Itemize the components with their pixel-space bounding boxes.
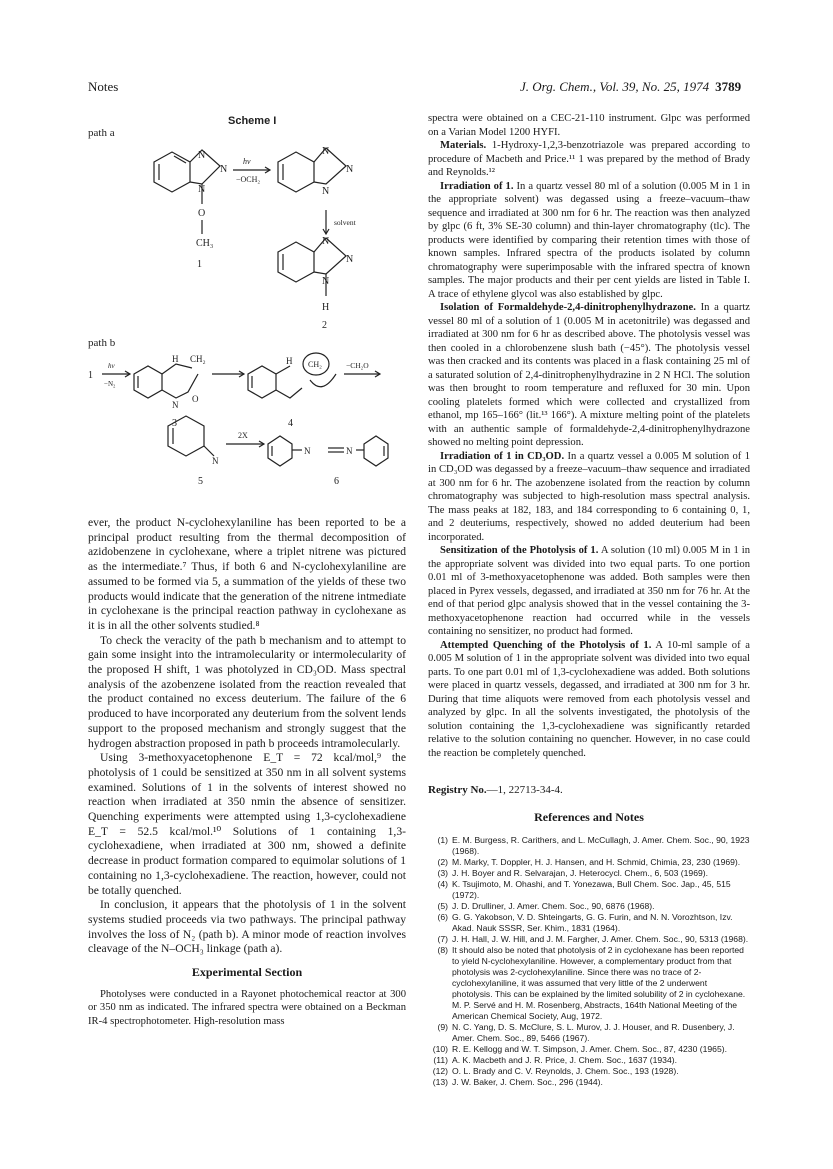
minus-ch2o-label: −CH₂O bbox=[346, 361, 369, 370]
paragraph: Photolyses were conducted in a Rayonet photochemical reactor at 300 or 350 nm as indicated. The infrared spectra were obtained on a Beckman IR-4 spectrophotometer. High-resolution mass bbox=[88, 988, 406, 1027]
reference-item bbox=[428, 857, 750, 868]
compound-3-label: 3 bbox=[172, 418, 177, 429]
reference-item bbox=[428, 879, 750, 901]
paragraph: Isolation of Formaldehyde-2,4-dinitrophenylhydrazone. In a quartz vessel 80 ml of a solution of 1 (0.005 M in acetonitrile) was degassed and irradiated at 300 nm for 6 hr as described above. The photolysis vessel was then cooled in a chlorobenzene slush bath (−45°). The photolysis vessel was then cracked and its contents was placed in a flask containing 25 ml of a saturated solution of 2,4-dinitrophenylhydrazine in 2 N HCl. The solution was then brought to room temperature and refluxed for 30 min. Upon cooling platelets formed which were collected and crystallized from ethanol, mp 165–166° (lit.¹³ 166°). A mixture melting point of the platelets with an authentic sample of formaldehyde-2,4-dinitrophenylhydrazone showed no melting point depression. bbox=[428, 302, 750, 448]
reference-item bbox=[428, 1044, 750, 1055]
och2-label: −OCH₂ bbox=[236, 175, 261, 184]
atom-n-1c: N bbox=[198, 184, 206, 195]
compound-5-label: 5 bbox=[198, 476, 203, 487]
scheme-title: Scheme I bbox=[228, 115, 277, 127]
reference-number: (13) bbox=[432, 1077, 448, 1087]
reference-text: It should also be noted that photolysis of 2 in cyclohexane has been reported to yield N-cyclohexylaniline. However, a complementary product from that photolysis was 2-cyclohexylaniline. Since there was no trace of 2-cyclohexylaniline, it was assumed that very little of the 2 underwent photolysis. This can be explained by the limited solubility of 2 in cyclohexane. M. P. Servé and H. M. Rosenberg, Abstracts, 164th National Meeting of the American Chemical Society, Aug, 1972. bbox=[452, 945, 746, 1021]
registry-number: Registry No.—1, 22713-34-4. bbox=[428, 784, 563, 796]
paragraph: Attempted Quenching of the Photolysis of 1. A 10-ml sample of a 0.005 M solution of 1 in the appropriate solvent was divided into two equal parts. To one part 0.01 ml of 1,3-cyclohexadiene was added. Both solutions were placed in quartz vessels, degassed, and irradiated at 300 nm for 3 hr. During that time aliquots were removed from each photolysis vessel and analyzed by glpc. In all the solvents investigated, the photolysis of the solution containing the 1,3-cyclohexadiene was significantly retarded relative to the solution containing no quencher. However, in no case could the reaction be completely quenched. bbox=[428, 639, 751, 759]
hv-label-b: hν bbox=[108, 362, 115, 370]
atom-n-r1: N bbox=[322, 146, 330, 157]
paragraph: Irradiation of 1. In a quartz vessel 80 ml of a solution (0.005 M in 1 in the appropriate solvent) was degassed using a freeze–vacuum–thaw sequence and irradiated at 300 nm for 6 hr. The reaction was then analyzed by glpc (6 ft, 3% SE-30 column) and thin-layer chromatography (tlc). The products were identified by comparing their retention times with those of known samples. Infrared spectra of the products isolated by column chromatography were superimposable with the infrared spectra of known samples. The major products and their per cent yields are listed in Table I. A trace of ethylene glycol was also established by glpc. bbox=[428, 180, 751, 300]
reference-text: J. H. Boyer and R. Selvarajan, J. Heterocycl. Chem., 6, 503 (1969). bbox=[452, 868, 709, 878]
reference-number: (8) bbox=[437, 945, 448, 955]
atom-h-3: H bbox=[172, 354, 179, 364]
minus-n2-label: −N₂ bbox=[104, 380, 116, 388]
atom-ch2-4: CH₂ bbox=[308, 360, 322, 369]
atom-n-5: N bbox=[212, 456, 219, 466]
reference-item bbox=[428, 901, 750, 912]
compound-2-label: 2 bbox=[322, 320, 327, 331]
atom-n-1a: N bbox=[198, 150, 206, 161]
hv-label: hν bbox=[243, 157, 251, 166]
reference-text: E. M. Burgess, R. Carithers, and L. McCullagh, J. Amer. Chem. Soc., 90, 1923 (1968). bbox=[452, 835, 750, 856]
atom-n-6a: N bbox=[304, 446, 311, 456]
reference-list bbox=[428, 835, 750, 1088]
reference-number: (5) bbox=[437, 901, 448, 911]
path-b-label: path b bbox=[88, 337, 116, 349]
reference-item bbox=[428, 1055, 750, 1066]
atom-n-23: N bbox=[322, 276, 330, 287]
run-in-heading: Materials. bbox=[440, 140, 487, 151]
atom-n-3: N bbox=[172, 400, 179, 410]
atom-n-1b: N bbox=[220, 164, 228, 175]
reference-item bbox=[428, 1022, 750, 1044]
paragraph: ever, the product N-cyclohexylaniline has been reported to be a principal product resulting from the thermal decomposition of azidobenzene in cyclohexane, where a triplet nitrene was pictured as the intermediate.⁷ Thus, if both 6 and N-cyclohexylaniline are assumed to be formed via 5, a summation of the yields of these two products would indicate that the generation of the nitrene intmediate in cyclohexane is the principal reaction pathway in cyclohexane as it is in all the other solvents studied.⁸ bbox=[88, 516, 406, 632]
one-start-label: 1 bbox=[88, 370, 93, 381]
paragraph: Sensitization of the Photolysis of 1. A solution (10 ml) 0.005 M in 1 in the appropriate solvent was divided into two equal parts. To one portion 0.01 ml of 3-methoxyacetophenone was added. Both samples were then placed in Pyrex vessels, degassed, and irradiated at 350 nm for 76 hr. At the end of that period glpc analysis showed that in the vessel containing the 3-methoxyacetophenone reaction had occurred while in the vessels containing no sensitizer, no product had formed. bbox=[428, 545, 750, 637]
compound-4-label: 4 bbox=[288, 418, 293, 429]
run-in-heading: Irradiation of 1. bbox=[440, 180, 514, 192]
path-a-label: path a bbox=[88, 127, 115, 139]
references bbox=[428, 812, 750, 1088]
running-head-section: Notes bbox=[88, 79, 119, 94]
section-heading: Experimental Section bbox=[191, 965, 303, 980]
atom-h-4: H bbox=[286, 356, 293, 366]
atom-n-r3: N bbox=[322, 186, 330, 197]
paragraph: Using 3-methoxyacetophenone E_T = 72 kcal/mol,⁹ the photolysis of 1 could be sensitized at 350 nm in all solvent systems examined. Solutions of 1 in the solvents of interest showed no reaction when irradiated at 350 nmin the absence of sensitizer. Quenching experiments were attempted using 1,3-cyclohexadiene E_T = 52.5 kcal/mol.¹⁰ Solutions of 1 containing 1,3-cyclohexadiene, when irradiated at 300 nm, showed a definite decrease in product formation compared to equimolar solutions of 1 containing no 1,3-cyclohexadiene. The reaction, however, could not be totally quenched. bbox=[88, 751, 406, 897]
reference-text: R. E. Kellogg and W. T. Simpson, J. Amer. Chem. Soc., 87, 4230 (1965). bbox=[452, 1044, 727, 1054]
compound-6-label: 6 bbox=[334, 476, 339, 487]
run-in-heading: Isolation of Formaldehyde-2,4-dinitrophenylhydrazone. bbox=[440, 302, 696, 313]
reference-item bbox=[428, 868, 750, 879]
paragraph: Materials. 1-Hydroxy-1,2,3-benzotriazole was prepared according to procedure of Macbeth and Price.¹¹ 1 was prepared by the method of Brady and Reynolds.¹² bbox=[428, 140, 750, 178]
reference-item bbox=[428, 835, 750, 857]
compound-1-label: 1 bbox=[197, 259, 202, 270]
reference-number: (1) bbox=[437, 835, 448, 845]
reference-text: J. H. Hall, J. W. Hill, and J. M. Fargher, J. Amer. Chem. Soc., 90, 5313 (1968). bbox=[452, 934, 749, 944]
reference-text: M. Marky, T. Doppler, H. J. Hansen, and H. Schmid, Chimia, 23, 230 (1969). bbox=[452, 857, 741, 867]
left-column bbox=[88, 516, 406, 1028]
reference-text: K. Tsujimoto, M. Ohashi, and T. Yonezawa, Bull Chem. Soc. Jap., 45, 515 (1972). bbox=[452, 879, 731, 900]
paragraph: spectra were obtained on a CEC-21-110 instrument. Glpc was performed on a Varian Model 1200 HYFI. bbox=[428, 113, 750, 138]
reference-item bbox=[428, 1077, 750, 1088]
atom-o-3: O bbox=[192, 394, 199, 404]
atom-n-22: N bbox=[346, 254, 354, 265]
reference-text: J. W. Baker, J. Chem. Soc., 296 (1944). bbox=[452, 1077, 603, 1087]
atom-ch2-3: CH₂ bbox=[190, 354, 206, 364]
run-in-heading: Irradiation of 1 in CD₃OD. bbox=[440, 450, 565, 462]
reference-number: (4) bbox=[437, 879, 448, 889]
atom-n-21: N bbox=[322, 236, 330, 247]
journal-citation: J. Org. Chem., Vol. 39, No. 25, 1974 bbox=[520, 79, 710, 94]
paragraph: In conclusion, it appears that the photolysis of 1 in the solvent systems studied proceeds via two pathways. The principal pathway involves the loss of N₂ (path b). A minor mode of reaction involves cleavage of the N–OCH₃ linkage (path a). bbox=[88, 898, 406, 956]
reference-number: (7) bbox=[437, 934, 448, 944]
reference-text: G. G. Yakobson, V. D. Shteingarts, G. G. Furin, and N. N. Vorozhtson, Izv. Akad. Nauk SSSR, Ser. Khim., 1831 (1964). bbox=[452, 912, 733, 933]
references-title: References and Notes bbox=[534, 810, 644, 824]
twox-label: 2X bbox=[238, 431, 248, 440]
run-in-heading: Attempted Quenching of the Photolysis of 1. bbox=[440, 639, 652, 651]
reference-number: (3) bbox=[437, 868, 448, 878]
solvent-label: solvent bbox=[334, 218, 356, 227]
reference-text: A. K. Macbeth and J. R. Price, J. Chem. Soc., 1637 (1934). bbox=[452, 1055, 677, 1065]
reference-item bbox=[428, 1066, 750, 1077]
running-head-journal bbox=[520, 79, 741, 95]
run-in-heading: Sensitization of the Photolysis of 1. bbox=[440, 545, 599, 556]
scheme-figure bbox=[88, 112, 406, 512]
reference-text: N. C. Yang, D. S. McClure, S. L. Murov, J. J. Houser, and R. Dusenbery, J. Amer. Chem. Soc., 89, 5466 (1967). bbox=[452, 1022, 735, 1043]
paragraph: Irradiation of 1 in CD₃OD. In a quartz vessel a 0.005 M solution of 1 in CD₃OD was degassed by a freeze–vacuum–thaw sequence and irradiated at 300 nm for 6 hr. The azobenzene isolated from the reaction by column chromatography was subjected to high-resolution mass spectral analysis. The mass peaks at 182, 183, and 184 corresponding to 6 containing 0, 1, and 2 deuteriums, respectively, showed no added deuterium had been incorporated. bbox=[428, 450, 750, 543]
reference-item bbox=[428, 945, 750, 1022]
reference-number: (10) bbox=[432, 1044, 448, 1054]
curved-arrow bbox=[310, 374, 336, 387]
reference-number: (11) bbox=[433, 1055, 448, 1065]
reference-item bbox=[428, 934, 750, 945]
page-number: 3789 bbox=[715, 79, 742, 94]
atom-n-6b: N bbox=[346, 446, 353, 456]
reference-text: J. D. Drulliner, J. Amer. Chem. Soc., 90, 6876 (1968). bbox=[452, 901, 655, 911]
reference-number: (9) bbox=[437, 1022, 448, 1032]
reference-item bbox=[428, 912, 750, 934]
paragraph: To check the veracity of the path b mechanism and to attempt to gain some insight into the intramolecularity or intermolecularity of the proposed H shift, 1 was photolyzed in CD₃OD. Mass spectral analysis of the azobenzene isolated from the reaction revealed that the product contained no excess deuterium. The failure of the 6 produced to have incorporated any deuterium from the solvent lends support to the proposed mechanism and strongly suggest that the hydrogen abstraction proposed in path b proceeds intramolecularly. bbox=[88, 633, 406, 750]
reference-number: (6) bbox=[437, 912, 448, 922]
reference-number: (2) bbox=[437, 857, 448, 867]
atom-n-r2: N bbox=[346, 164, 354, 175]
atom-ch3: CH₃ bbox=[196, 238, 214, 249]
atom-o-1: O bbox=[198, 208, 206, 219]
reference-text: O. L. Brady and C. V. Reynolds, J. Chem. Soc., 193 (1928). bbox=[452, 1066, 679, 1076]
atom-h-2: H bbox=[322, 302, 330, 313]
reference-number: (12) bbox=[432, 1066, 448, 1076]
right-column bbox=[428, 112, 750, 760]
